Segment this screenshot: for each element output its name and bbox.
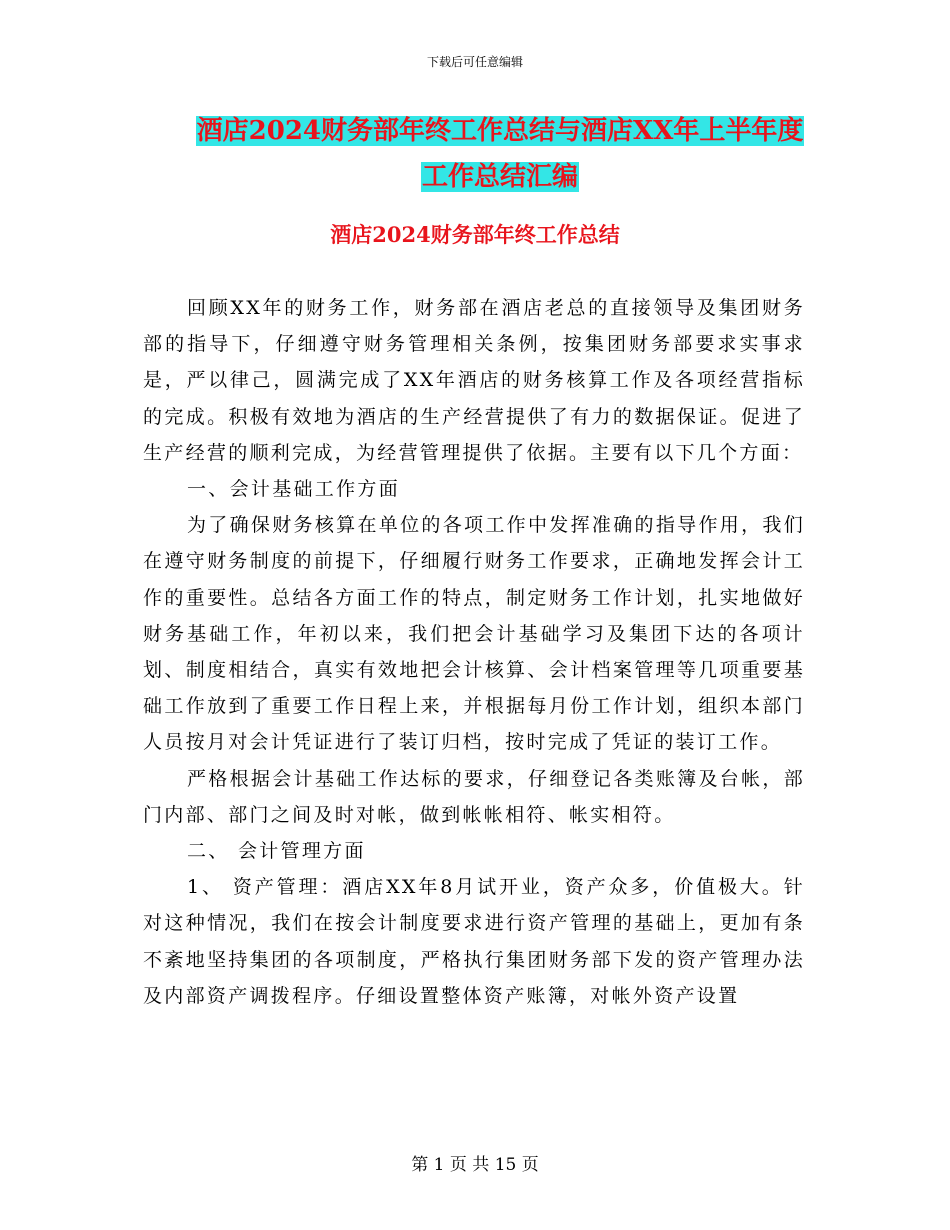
heading-accounting-basics: 一、会计基础工作方面 (187, 478, 401, 501)
page-header-note: 下载后可任意编辑 (426, 55, 523, 69)
section-title: 酒店2024财务部年终工作总结 (330, 222, 620, 247)
paragraph-intro: 回顾XX年的财务工作，财务部在酒店老总的直接领导及集团财务部的指导下，仔细遵守财务管理相关条例，按集团财务部要求实事求是，严以律己，圆满完成了XX年酒店的财务核算工作及各项经营指标的完成。积极有效地为酒店的生产经营提供了有力的数据保证。促进了生产经营的顺利完成，为经营管理提供了依据。主要有以下几个方面： (143, 297, 805, 464)
document-title-line-1: 酒店2024财务部年终工作总结与酒店XX年上半年度 (196, 116, 804, 146)
paragraph-asset-management: 1、 资产管理：酒店XX年8月试开业，资产众多，价值极大。针对这种情况，我们在按会计制度要求进行资产管理的基础上，更加有条不紊地坚持集团的各项制度，严格执行集团财务部下发的资产管理办法及内部资产调拨程序。仔细设置整体资产账簿，对帐外资产设置 (143, 876, 805, 1007)
page-number-footer: 第 1 页 共 15 页 (411, 1155, 539, 1175)
paragraph-accounting-basics: 为了确保财务核算在单位的各项工作中发挥准确的指导作用，我们在遵守财务制度的前提下，仔细履行财务工作要求，正确地发挥会计工作的重要性。总结各方面工作的特点，制定财务工作计划，扎实地做好财务基础工作，年初以来，我们把会计基础学习及集团下达的各项计划、制度相结合，真实有效地把会计核算、会计档案管理等几项重要基础工作放到了重要工作日程上来，并根据每月份工作计划，组织本部门人员按月对会计凭证进行了装订归档，按时完成了凭证的装订工作。 (143, 514, 805, 754)
paragraph-ledger-registration: 严格根据会计基础工作达标的要求，仔细登记各类账簿及台帐，部门内部、部门之间及时对帐，做到帐帐相符、帐实相符。 (143, 767, 805, 826)
document-title-line-2: 工作总结汇编 (421, 162, 578, 192)
document-title (195, 108, 805, 200)
document-body (143, 290, 805, 1014)
heading-accounting-management: 二、 会计管理方面 (187, 840, 366, 863)
